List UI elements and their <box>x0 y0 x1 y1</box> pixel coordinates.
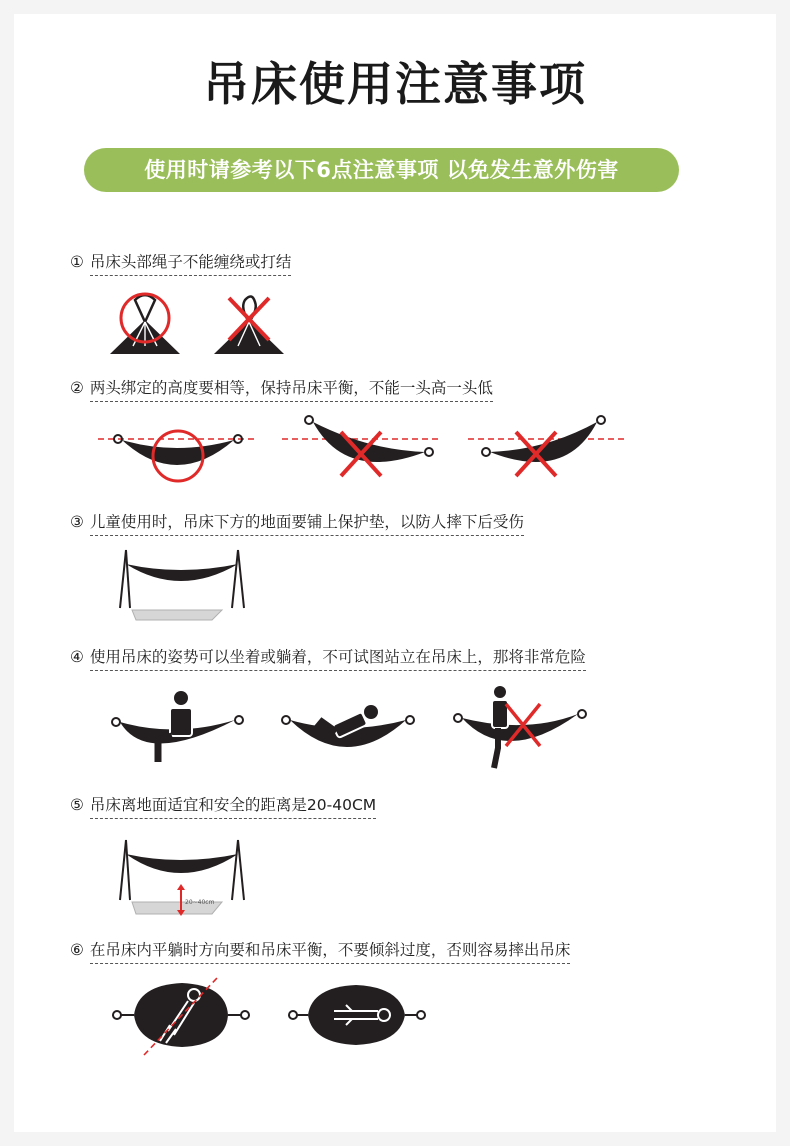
item-3-text: 儿童使用时，吊床下方的地面要铺上保护垫，以防人摔下后受伤 <box>90 510 524 536</box>
item-5-text: 吊床离地面适宜和安全的距离是20-40CM <box>90 793 376 819</box>
person-standing-wrong-icon <box>454 686 586 768</box>
item-6-heading <box>70 938 570 964</box>
lying-straight-correct-icon <box>289 985 425 1045</box>
hammock-tilt-right-icon <box>468 416 626 476</box>
item-3-heading <box>70 510 524 536</box>
hammock-height-icon <box>120 840 244 916</box>
hammock-stand-with-mat-icon <box>120 550 244 620</box>
item-6-illustration <box>108 975 438 1065</box>
item-2-text: 两头绑定的高度要相等，保持吊床平衡，不能一头高一头低 <box>90 376 493 402</box>
item-1-text: 吊床头部绳子不能缠绕或打结 <box>90 250 292 276</box>
item-2-illustration <box>96 410 636 490</box>
person-lying-icon <box>282 705 414 747</box>
hammock-tilt-left-icon <box>282 416 440 476</box>
item-4-number: ④ <box>70 648 84 666</box>
item-6-number: ⑥ <box>70 941 84 959</box>
hammock-rope-correct-icon <box>110 294 180 354</box>
lying-diagonal-wrong-icon <box>113 977 249 1055</box>
item-6-text: 在吊床内平躺时方向要和吊床平衡，不要倾斜过度，否则容易摔出吊床 <box>90 938 571 964</box>
warning-banner: 使用时请参考以下6点注意事项 以免发生意外伤害 <box>84 148 679 192</box>
item-4-heading <box>70 645 586 671</box>
item-1-illustration <box>100 288 300 360</box>
item-5-heading <box>70 793 376 819</box>
person-sitting-icon <box>112 691 243 762</box>
distance-label: 20~40cm <box>185 899 215 906</box>
page-title: 吊床使用注意事项 <box>203 57 587 111</box>
item-2-heading <box>70 376 493 402</box>
item-3-number: ③ <box>70 513 84 531</box>
item-2-number: ② <box>70 379 84 397</box>
item-5-number: ⑤ <box>70 796 84 814</box>
hammock-level-correct-icon <box>98 431 256 481</box>
item-4-illustration <box>106 682 596 774</box>
hammock-rope-knotted-icon <box>214 296 284 354</box>
item-3-illustration <box>110 546 260 626</box>
item-1-heading <box>70 250 291 276</box>
item-5-illustration <box>110 836 270 918</box>
item-4-text: 使用吊床的姿势可以坐着或躺着，不可试图站立在吊床上，那将非常危险 <box>90 645 586 671</box>
item-1-number: ① <box>70 253 84 271</box>
